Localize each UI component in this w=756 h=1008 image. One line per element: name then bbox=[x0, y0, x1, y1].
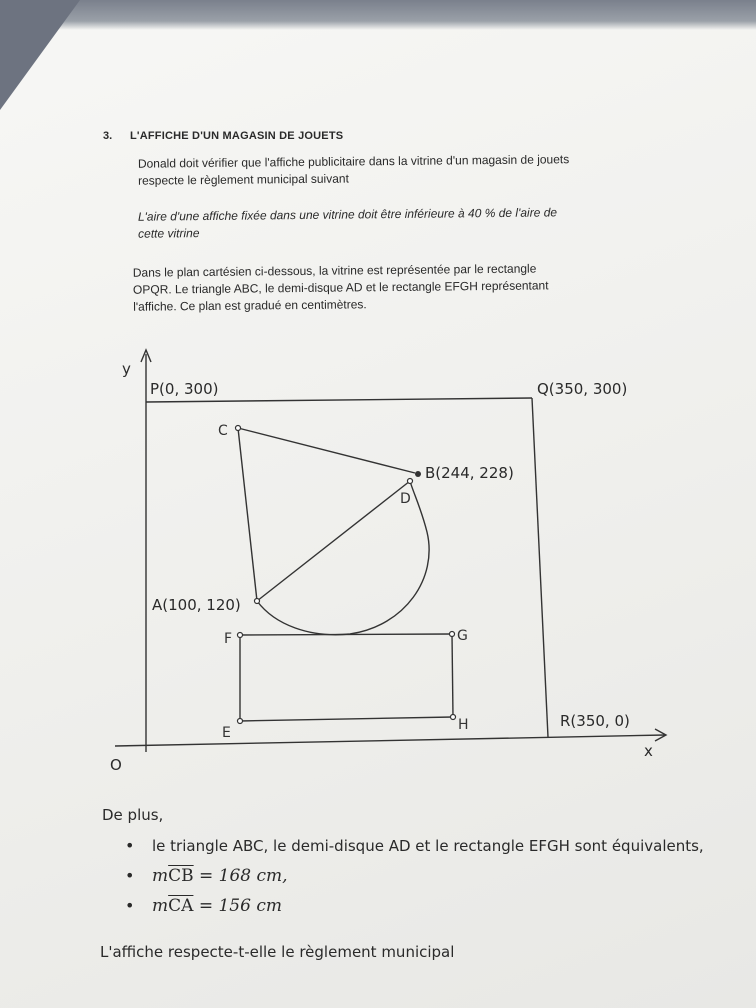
fact-equivalent bbox=[130, 833, 704, 863]
point-C-label: C bbox=[218, 423, 228, 439]
x-axis bbox=[115, 735, 665, 746]
rule-paragraph bbox=[138, 203, 658, 242]
ca-prefix: m bbox=[152, 896, 169, 916]
exercise-title: L'AFFICHE D'UN MAGASIN DE JOUETS bbox=[130, 130, 344, 142]
facts-list bbox=[130, 833, 704, 923]
plan-paragraph bbox=[133, 259, 654, 315]
x-axis-label: x bbox=[644, 742, 653, 760]
point-G bbox=[450, 632, 455, 637]
folded-corner bbox=[0, 0, 80, 110]
point-B-label: B(244, 228) bbox=[425, 464, 514, 482]
plan-line: OPQR. Le triangle ABC, le demi-disque AD et le rectangle EFGH représentant bbox=[132, 278, 549, 297]
fact-text: le triangle ABC, le demi-disque AD et le rectangle EFGH sont équivalents, bbox=[152, 837, 704, 855]
fact-cb bbox=[130, 863, 704, 893]
ca-segment: $\overline{CA}$ bbox=[168, 896, 194, 916]
exercise-number: 3. bbox=[103, 130, 113, 142]
segment-AD bbox=[257, 481, 410, 601]
point-D-label: D bbox=[400, 491, 411, 507]
ca-measure bbox=[152, 896, 282, 916]
point-B bbox=[415, 471, 421, 477]
background-edge bbox=[0, 0, 756, 30]
point-P-label: P(0, 300) bbox=[150, 380, 219, 398]
segment-FG bbox=[240, 634, 452, 635]
final-question: L'affiche respecte-t-elle le règlement municipal bbox=[100, 943, 455, 961]
rule-line: L'aire d'une affiche fixée dans une vitrine doit être inférieure à 40 % de l'aire de bbox=[137, 205, 558, 224]
segment-CB bbox=[238, 428, 415, 473]
details-intro: De plus, bbox=[102, 806, 164, 824]
point-H bbox=[451, 715, 456, 720]
point-E bbox=[238, 719, 243, 724]
point-F bbox=[238, 633, 243, 638]
segment-QR bbox=[532, 398, 548, 737]
point-Q-label: Q(350, 300) bbox=[537, 380, 628, 398]
cb-value: = 168 cm, bbox=[193, 866, 288, 886]
point-E-label: E bbox=[222, 725, 231, 741]
point-F-label: F bbox=[224, 631, 233, 647]
ca-value: = 156 cm bbox=[193, 896, 282, 916]
rule-line: cette vitrine bbox=[138, 226, 200, 241]
intro-line: Donald doit vérifier que l'affiche publicitaire dans la vitrine d'un magasin de jouets bbox=[137, 152, 570, 171]
point-R-label: R(350, 0) bbox=[560, 712, 630, 730]
y-axis-label: y bbox=[122, 360, 131, 378]
segment-GH bbox=[452, 634, 453, 717]
plan-line: l'affiche. Ce plan est gradué en centimètres. bbox=[133, 297, 367, 314]
segment-CA bbox=[238, 428, 257, 601]
point-D bbox=[408, 479, 413, 484]
point-G-label: G bbox=[457, 628, 468, 644]
intro-line: respecte le règlement municipal suivant bbox=[138, 171, 349, 188]
point-C bbox=[236, 426, 241, 431]
point-A-label: A(100, 120) bbox=[152, 596, 241, 614]
cb-segment: $\overline{CB}$ bbox=[168, 866, 194, 886]
segment-EH bbox=[240, 717, 453, 721]
plan-line: Dans le plan cartésien ci-dessous, la vitrine est représentée par le rectangle bbox=[132, 261, 537, 280]
cb-measure bbox=[152, 866, 288, 886]
cartesian-diagram bbox=[100, 340, 680, 780]
point-H-label: H bbox=[458, 717, 469, 733]
intro-paragraph bbox=[138, 150, 658, 189]
segment-PQ bbox=[146, 398, 532, 402]
cb-prefix: m bbox=[152, 866, 169, 886]
fact-ca bbox=[130, 893, 704, 923]
origin-label: O bbox=[110, 756, 122, 774]
point-A bbox=[255, 599, 260, 604]
